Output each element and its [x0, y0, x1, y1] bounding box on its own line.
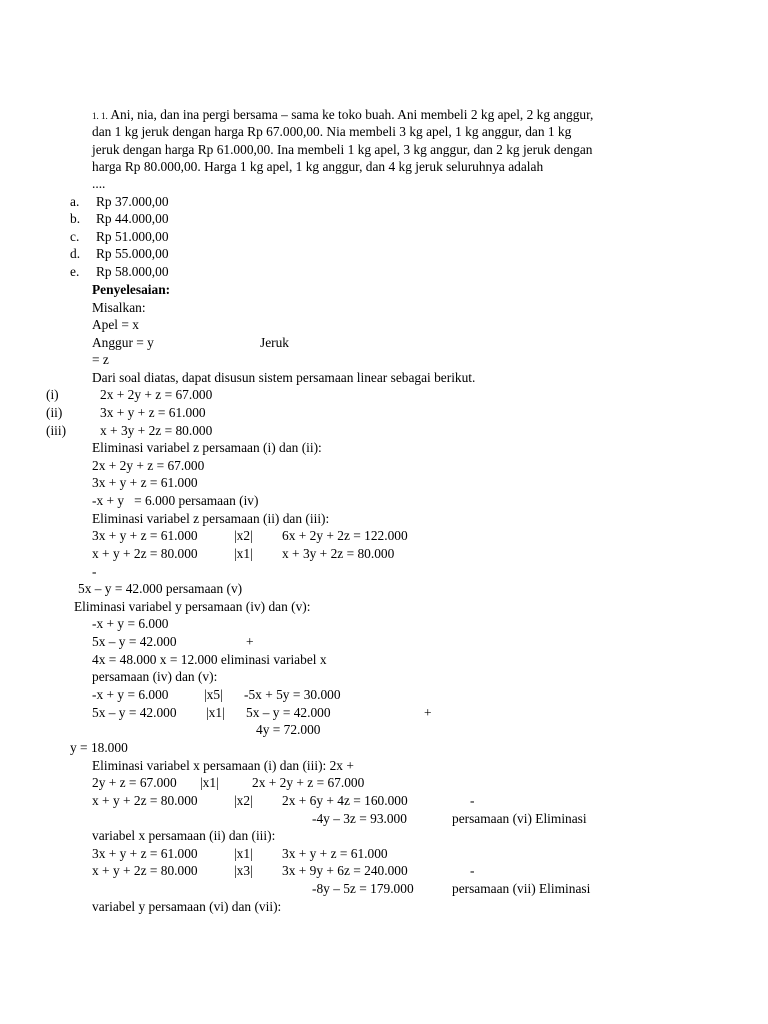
step-line: 5x – y = 42.000 [92, 634, 177, 649]
system-eq-1: 2x + 2y + z = 67.000 [100, 387, 213, 402]
step-line: persamaan (iv) dan (v): [92, 669, 218, 684]
step-line: 3x + 9y + 6z = 240.000 [282, 863, 408, 878]
var-jeruk-eq: = z [92, 352, 109, 367]
operator-sign: + [424, 705, 432, 720]
system-intro: Dari soal diatas, dapat disusun sistem persamaan linear sebagai berikut. [92, 370, 476, 385]
system-eq-2: 3x + y + z = 61.000 [100, 405, 206, 420]
step-line: 2y + z = 67.000 [92, 775, 177, 790]
option-d-letter: d. [70, 246, 81, 261]
question-number: 1. 1. [92, 111, 108, 121]
system-label-1: (i) [46, 387, 59, 402]
multiplier: |x1| [206, 705, 225, 720]
step-line: 3x + y + z = 61.000 [92, 475, 198, 490]
step-line: -4y – 3z = 93.000 [312, 811, 407, 826]
step-line: x + y + 2z = 80.000 [92, 863, 198, 878]
step-line: x + 3y + 2z = 80.000 [282, 546, 395, 561]
step-line: 4x = 48.000 x = 12.000 eliminasi variabel x [92, 652, 327, 667]
option-a-text: Rp 37.000,00 [96, 194, 169, 209]
step-line: Eliminasi variabel x persamaan (i) dan (iii): 2x + [92, 758, 354, 773]
step-line: 3x + y + z = 61.000 [282, 846, 388, 861]
step-line: x + y + 2z = 80.000 [92, 546, 198, 561]
step-line: Eliminasi variabel z persamaan (i) dan (ii): [92, 440, 322, 455]
step-line: 4y = 72.000 [256, 722, 321, 737]
step-line: 3x + y + z = 61.000 [92, 846, 198, 861]
operator-sign: - [470, 863, 475, 878]
step-line: Eliminasi variabel y persamaan (iv) dan (v): [74, 599, 311, 614]
step-line: persamaan (vii) Eliminasi [452, 881, 591, 896]
operator-sign: + [246, 634, 254, 649]
option-a-letter: a. [70, 194, 80, 209]
multiplier: |x1| [234, 846, 253, 861]
multiplier: |x3| [234, 863, 253, 878]
misalkan-label: Misalkan: [92, 300, 146, 315]
step-line: 2x + 6y + 4z = 160.000 [282, 793, 408, 808]
multiplier: |x1| [234, 546, 253, 561]
solution-heading: Penyelesaian: [92, 282, 171, 297]
step-line: -x + y = 6.000 [92, 687, 169, 702]
step-line: 2x + 2y + z = 67.000 [252, 775, 365, 790]
multiplier: |x1| [200, 775, 219, 790]
var-jeruk-label: Jeruk [260, 335, 290, 350]
system-label-2: (ii) [46, 405, 63, 420]
step-line: 3x + y + z = 61.000 [92, 528, 198, 543]
question-line-2: dan 1 kg jeruk dengan harga Rp 67.000,00. Nia membeli 3 kg apel, 1 kg anggur, dan 1 kg [92, 124, 572, 139]
step-line: -x + y = 6.000 persamaan (iv) [92, 493, 259, 508]
operator-sign: - [470, 793, 475, 808]
multiplier: |x5| [204, 687, 223, 702]
option-b-letter: b. [70, 211, 81, 226]
step-line: x + y + 2z = 80.000 [92, 793, 198, 808]
question-line-3: jeruk dengan harga Rp 61.000,00. Ina membeli 1 kg apel, 3 kg anggur, dan 2 kg jeruk dengan [92, 142, 593, 157]
step-line: 5x – y = 42.000 [92, 705, 177, 720]
option-b-text: Rp 44.000,00 [96, 211, 169, 226]
question-line-5: .... [92, 176, 106, 191]
question-line-4: harga Rp 80.000,00. Harga 1 kg apel, 1 kg anggur, dan 4 kg jeruk seluruhnya adalah [92, 159, 544, 174]
step-line: 2x + 2y + z = 67.000 [92, 458, 205, 473]
multiplier: |x2| [234, 793, 253, 808]
option-d-text: Rp 55.000,00 [96, 246, 169, 261]
multiplier: |x2| [234, 528, 253, 543]
step-line: persamaan (vi) Eliminasi [452, 811, 587, 826]
step-line: y = 18.000 [70, 740, 128, 755]
option-c-letter: c. [70, 229, 80, 244]
option-e-text: Rp 58.000,00 [96, 264, 169, 279]
step-line: variabel x persamaan (ii) dan (iii): [92, 828, 276, 843]
system-eq-3: x + 3y + 2z = 80.000 [100, 423, 213, 438]
step-line: -x + y = 6.000 [92, 616, 169, 631]
var-apel: Apel = x [92, 317, 139, 332]
question-line-1: 1. 1. Ani, nia, dan ina pergi bersama – sama ke toko buah. Ani membeli 2 kg apel, 2 kg anggur, [92, 107, 594, 122]
step-line: variabel y persamaan (vi) dan (vii): [92, 899, 282, 914]
var-anggur: Anggur = y [92, 335, 154, 350]
step-line: -8y – 5z = 179.000 [312, 881, 414, 896]
step-line: 5x – y = 42.000 [246, 705, 331, 720]
step-line: 6x + 2y + 2z = 122.000 [282, 528, 408, 543]
operator-sign: - [92, 564, 97, 579]
option-e-letter: e. [70, 264, 80, 279]
system-label-3: (iii) [46, 423, 67, 438]
step-line: 5x – y = 42.000 persamaan (v) [78, 581, 243, 596]
step-line: -5x + 5y = 30.000 [244, 687, 341, 702]
step-line: Eliminasi variabel z persamaan (ii) dan (iii): [92, 511, 330, 526]
option-c-text: Rp 51.000,00 [96, 229, 169, 244]
